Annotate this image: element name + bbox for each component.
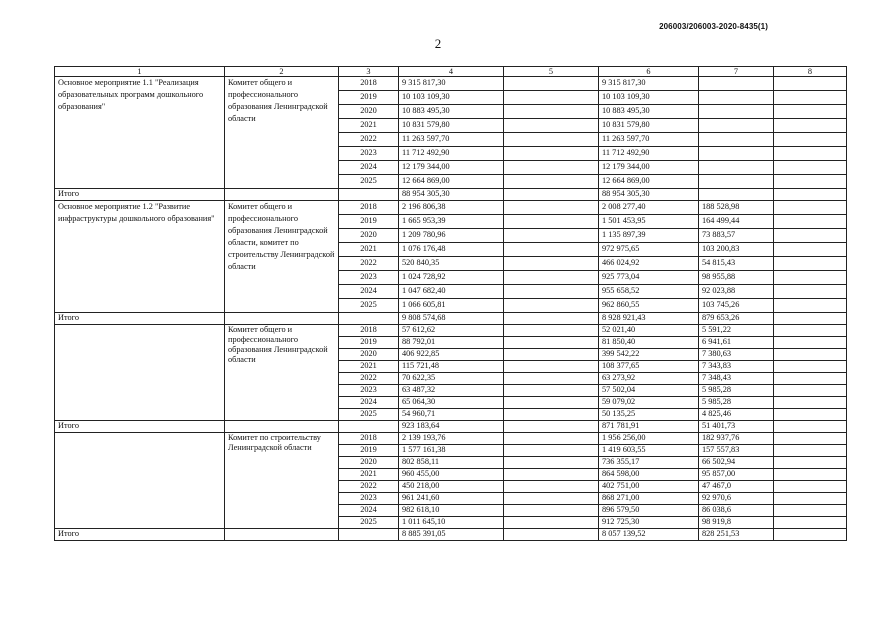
total-amount-cell: 88 954 305,30 bbox=[599, 189, 699, 201]
amount-regional-cell: 912 725,30 bbox=[599, 517, 699, 529]
amount-total-cell: 961 241,60 bbox=[399, 493, 504, 505]
amount-total-cell: 115 721,48 bbox=[399, 361, 504, 373]
amount-local-cell bbox=[699, 119, 774, 133]
year-cell: 2018 bbox=[339, 201, 399, 215]
total-amount-cell: 871 781,91 bbox=[599, 421, 699, 433]
amount-federal-cell bbox=[504, 257, 599, 271]
table-row bbox=[55, 77, 847, 91]
amount-regional-cell: 399 542,22 bbox=[599, 349, 699, 361]
empty-cell bbox=[339, 421, 399, 433]
measure-cell bbox=[55, 433, 225, 529]
year-cell: 2024 bbox=[339, 285, 399, 299]
document-id: 206003/206003-2020-8435(1) bbox=[659, 22, 768, 31]
amount-local-cell: 7 380,63 bbox=[699, 349, 774, 361]
amount-other-cell bbox=[774, 229, 847, 243]
amount-total-cell: 2 196 806,38 bbox=[399, 201, 504, 215]
amount-local-cell: 5 985,28 bbox=[699, 385, 774, 397]
year-cell: 2023 bbox=[339, 385, 399, 397]
total-label: Итого bbox=[55, 189, 225, 201]
amount-federal-cell bbox=[504, 433, 599, 445]
year-cell: 2019 bbox=[339, 445, 399, 457]
amount-local-cell: 7 343,83 bbox=[699, 361, 774, 373]
amount-local-cell: 5 591,22 bbox=[699, 325, 774, 337]
total-amount-cell: 8 885 391,05 bbox=[399, 529, 504, 541]
amount-total-cell: 12 179 344,00 bbox=[399, 161, 504, 175]
amount-regional-cell: 955 658,52 bbox=[599, 285, 699, 299]
table-body bbox=[55, 67, 847, 541]
year-cell: 2022 bbox=[339, 481, 399, 493]
total-row bbox=[55, 189, 847, 201]
amount-total-cell: 2 139 193,76 bbox=[399, 433, 504, 445]
amount-federal-cell bbox=[504, 409, 599, 421]
year-cell: 2020 bbox=[339, 457, 399, 469]
amount-other-cell bbox=[774, 161, 847, 175]
amount-regional-cell: 81 850,40 bbox=[599, 337, 699, 349]
year-cell: 2021 bbox=[339, 361, 399, 373]
column-header: 1 bbox=[55, 67, 225, 77]
amount-local-cell: 103 200,83 bbox=[699, 243, 774, 257]
total-amount-cell: 9 808 574,68 bbox=[399, 313, 504, 325]
measure-cell bbox=[55, 325, 225, 421]
column-header: 6 bbox=[599, 67, 699, 77]
amount-regional-cell: 864 598,00 bbox=[599, 469, 699, 481]
empty-cell bbox=[225, 421, 339, 433]
amount-total-cell: 406 922,85 bbox=[399, 349, 504, 361]
executor-cell: Комитет общего и профессионального образования Ленинградской области bbox=[225, 77, 339, 189]
amount-other-cell bbox=[774, 91, 847, 105]
amount-federal-cell bbox=[504, 493, 599, 505]
table-row bbox=[55, 325, 847, 337]
year-cell: 2025 bbox=[339, 517, 399, 529]
year-cell: 2019 bbox=[339, 91, 399, 105]
amount-regional-cell: 10 831 579,80 bbox=[599, 119, 699, 133]
year-cell: 2018 bbox=[339, 325, 399, 337]
amount-other-cell bbox=[774, 105, 847, 119]
amount-regional-cell: 108 377,65 bbox=[599, 361, 699, 373]
amount-total-cell: 1 024 728,92 bbox=[399, 271, 504, 285]
amount-total-cell: 1 011 645,10 bbox=[399, 517, 504, 529]
executor-cell: Комитет по строительству Ленинградской области bbox=[225, 433, 339, 529]
total-amount-cell: 88 954 305,30 bbox=[399, 189, 504, 201]
column-header: 5 bbox=[504, 67, 599, 77]
empty-cell bbox=[225, 189, 339, 201]
total-amount-cell: 923 183,64 bbox=[399, 421, 504, 433]
column-header: 7 bbox=[699, 67, 774, 77]
amount-regional-cell: 12 664 869,00 bbox=[599, 175, 699, 189]
amount-regional-cell: 896 579,50 bbox=[599, 505, 699, 517]
total-label: Итого bbox=[55, 529, 225, 541]
year-cell: 2022 bbox=[339, 373, 399, 385]
amount-regional-cell: 868 271,00 bbox=[599, 493, 699, 505]
amount-total-cell: 88 792,01 bbox=[399, 337, 504, 349]
amount-local-cell bbox=[699, 133, 774, 147]
amount-federal-cell bbox=[504, 229, 599, 243]
amount-regional-cell: 59 079,02 bbox=[599, 397, 699, 409]
amount-federal-cell bbox=[504, 349, 599, 361]
amount-regional-cell: 925 773,04 bbox=[599, 271, 699, 285]
year-cell: 2018 bbox=[339, 433, 399, 445]
amount-regional-cell: 1 419 603,55 bbox=[599, 445, 699, 457]
amount-federal-cell bbox=[504, 481, 599, 493]
amount-federal-cell bbox=[504, 105, 599, 119]
column-header: 3 bbox=[339, 67, 399, 77]
year-cell: 2024 bbox=[339, 505, 399, 517]
amount-other-cell bbox=[774, 385, 847, 397]
amount-total-cell: 802 858,11 bbox=[399, 457, 504, 469]
amount-other-cell bbox=[774, 285, 847, 299]
amount-federal-cell bbox=[504, 243, 599, 257]
amount-federal-cell bbox=[504, 91, 599, 105]
year-cell: 2019 bbox=[339, 337, 399, 349]
amount-total-cell: 1 209 780,96 bbox=[399, 229, 504, 243]
amount-local-cell: 92 970,6 bbox=[699, 493, 774, 505]
amount-regional-cell: 10 103 109,30 bbox=[599, 91, 699, 105]
total-amount-cell: 51 401,73 bbox=[699, 421, 774, 433]
column-header: 2 bbox=[225, 67, 339, 77]
amount-local-cell: 4 825,46 bbox=[699, 409, 774, 421]
amount-regional-cell: 1 135 897,39 bbox=[599, 229, 699, 243]
amount-total-cell: 11 712 492,90 bbox=[399, 147, 504, 161]
amount-other-cell bbox=[774, 433, 847, 445]
measure-cell: Основное мероприятие 1.1 "Реализация образовательных программ дошкольного образования" bbox=[55, 77, 225, 189]
amount-other-cell bbox=[774, 215, 847, 229]
amount-local-cell: 73 883,57 bbox=[699, 229, 774, 243]
amount-federal-cell bbox=[504, 337, 599, 349]
total-amount-cell bbox=[774, 189, 847, 201]
year-cell: 2020 bbox=[339, 349, 399, 361]
year-cell: 2019 bbox=[339, 215, 399, 229]
amount-local-cell: 66 502,94 bbox=[699, 457, 774, 469]
amount-total-cell: 10 103 109,30 bbox=[399, 91, 504, 105]
amount-federal-cell bbox=[504, 469, 599, 481]
amount-federal-cell bbox=[504, 361, 599, 373]
amount-other-cell bbox=[774, 257, 847, 271]
amount-regional-cell: 962 860,55 bbox=[599, 299, 699, 313]
amount-total-cell: 11 263 597,70 bbox=[399, 133, 504, 147]
total-amount-cell: 8 928 921,43 bbox=[599, 313, 699, 325]
year-cell: 2021 bbox=[339, 119, 399, 133]
amount-federal-cell bbox=[504, 175, 599, 189]
amount-federal-cell bbox=[504, 299, 599, 313]
year-cell: 2021 bbox=[339, 469, 399, 481]
amount-other-cell bbox=[774, 325, 847, 337]
amount-regional-cell: 736 355,17 bbox=[599, 457, 699, 469]
empty-cell bbox=[339, 189, 399, 201]
amount-regional-cell: 1 956 256,00 bbox=[599, 433, 699, 445]
amount-other-cell bbox=[774, 133, 847, 147]
year-cell: 2020 bbox=[339, 105, 399, 119]
amount-total-cell: 1 047 682,40 bbox=[399, 285, 504, 299]
amount-other-cell bbox=[774, 517, 847, 529]
amount-total-cell: 520 840,35 bbox=[399, 257, 504, 271]
total-amount-cell bbox=[504, 189, 599, 201]
amount-federal-cell bbox=[504, 133, 599, 147]
amount-other-cell bbox=[774, 481, 847, 493]
amount-total-cell: 10 831 579,80 bbox=[399, 119, 504, 133]
table-row bbox=[55, 201, 847, 215]
amount-other-cell bbox=[774, 469, 847, 481]
column-header: 8 bbox=[774, 67, 847, 77]
amount-federal-cell bbox=[504, 325, 599, 337]
total-amount-cell bbox=[504, 313, 599, 325]
total-label: Итого bbox=[55, 313, 225, 325]
amount-regional-cell: 63 273,92 bbox=[599, 373, 699, 385]
amount-other-cell bbox=[774, 409, 847, 421]
amount-other-cell bbox=[774, 493, 847, 505]
amount-federal-cell bbox=[504, 147, 599, 161]
amount-federal-cell bbox=[504, 201, 599, 215]
amount-local-cell: 7 348,43 bbox=[699, 373, 774, 385]
amount-local-cell bbox=[699, 77, 774, 91]
amount-other-cell bbox=[774, 175, 847, 189]
year-cell: 2022 bbox=[339, 257, 399, 271]
amount-other-cell bbox=[774, 505, 847, 517]
executor-cell: Комитет общего и профессионального образования Ленинградской области bbox=[225, 325, 339, 421]
year-cell: 2022 bbox=[339, 133, 399, 147]
total-amount-cell bbox=[504, 421, 599, 433]
amount-other-cell bbox=[774, 373, 847, 385]
amount-federal-cell bbox=[504, 271, 599, 285]
amount-federal-cell bbox=[504, 161, 599, 175]
amount-local-cell bbox=[699, 161, 774, 175]
amount-local-cell bbox=[699, 175, 774, 189]
amount-local-cell: 164 499,44 bbox=[699, 215, 774, 229]
executor-cell: Комитет общего и профессионального образования Ленинградской области, комитет по строительству Ленинградской области bbox=[225, 201, 339, 313]
empty-cell bbox=[339, 313, 399, 325]
amount-total-cell: 10 883 495,30 bbox=[399, 105, 504, 119]
amount-local-cell: 54 815,43 bbox=[699, 257, 774, 271]
amount-local-cell bbox=[699, 147, 774, 161]
amount-total-cell: 1 665 953,39 bbox=[399, 215, 504, 229]
year-cell: 2018 bbox=[339, 77, 399, 91]
amount-other-cell bbox=[774, 337, 847, 349]
amount-federal-cell bbox=[504, 215, 599, 229]
amount-local-cell: 86 038,6 bbox=[699, 505, 774, 517]
amount-local-cell: 157 557,83 bbox=[699, 445, 774, 457]
total-amount-cell bbox=[504, 529, 599, 541]
total-amount-cell bbox=[774, 421, 847, 433]
year-cell: 2025 bbox=[339, 409, 399, 421]
empty-cell bbox=[225, 529, 339, 541]
total-amount-cell: 828 251,53 bbox=[699, 529, 774, 541]
amount-total-cell: 982 618,10 bbox=[399, 505, 504, 517]
amount-local-cell: 188 528,98 bbox=[699, 201, 774, 215]
amount-total-cell: 65 064,30 bbox=[399, 397, 504, 409]
amount-total-cell: 12 664 869,00 bbox=[399, 175, 504, 189]
amount-federal-cell bbox=[504, 385, 599, 397]
amount-total-cell: 54 960,71 bbox=[399, 409, 504, 421]
amount-total-cell: 1 076 176,48 bbox=[399, 243, 504, 257]
amount-other-cell bbox=[774, 77, 847, 91]
year-cell: 2025 bbox=[339, 175, 399, 189]
amount-regional-cell: 2 008 277,40 bbox=[599, 201, 699, 215]
column-header: 4 bbox=[399, 67, 504, 77]
year-cell: 2021 bbox=[339, 243, 399, 257]
year-cell: 2023 bbox=[339, 271, 399, 285]
amount-total-cell: 1 577 161,38 bbox=[399, 445, 504, 457]
column-number-row bbox=[55, 67, 847, 77]
amount-other-cell bbox=[774, 243, 847, 257]
amount-total-cell: 450 218,00 bbox=[399, 481, 504, 493]
total-row bbox=[55, 313, 847, 325]
amount-regional-cell: 12 179 344,00 bbox=[599, 161, 699, 175]
amount-other-cell bbox=[774, 147, 847, 161]
amount-regional-cell: 1 501 453,95 bbox=[599, 215, 699, 229]
amount-regional-cell: 50 135,25 bbox=[599, 409, 699, 421]
amount-local-cell: 6 941,61 bbox=[699, 337, 774, 349]
amount-federal-cell bbox=[504, 77, 599, 91]
amount-regional-cell: 10 883 495,30 bbox=[599, 105, 699, 119]
amount-regional-cell: 972 975,65 bbox=[599, 243, 699, 257]
amount-other-cell bbox=[774, 271, 847, 285]
amount-local-cell bbox=[699, 91, 774, 105]
year-cell: 2025 bbox=[339, 299, 399, 313]
amount-local-cell: 98 919,8 bbox=[699, 517, 774, 529]
year-cell: 2024 bbox=[339, 161, 399, 175]
total-amount-cell: 879 653,26 bbox=[699, 313, 774, 325]
amount-federal-cell bbox=[504, 505, 599, 517]
total-amount-cell bbox=[774, 313, 847, 325]
year-cell: 2023 bbox=[339, 493, 399, 505]
amount-federal-cell bbox=[504, 285, 599, 299]
total-label: Итого bbox=[55, 421, 225, 433]
amount-local-cell: 98 955,88 bbox=[699, 271, 774, 285]
amount-federal-cell bbox=[504, 457, 599, 469]
total-row bbox=[55, 529, 847, 541]
amount-regional-cell: 466 024,92 bbox=[599, 257, 699, 271]
total-row bbox=[55, 421, 847, 433]
year-cell: 2024 bbox=[339, 397, 399, 409]
year-cell: 2020 bbox=[339, 229, 399, 243]
amount-local-cell: 95 857,00 bbox=[699, 469, 774, 481]
amount-regional-cell: 52 021,40 bbox=[599, 325, 699, 337]
amount-local-cell: 103 745,26 bbox=[699, 299, 774, 313]
amount-local-cell: 5 985,28 bbox=[699, 397, 774, 409]
amount-other-cell bbox=[774, 119, 847, 133]
amount-regional-cell: 11 263 597,70 bbox=[599, 133, 699, 147]
amount-regional-cell: 402 751,00 bbox=[599, 481, 699, 493]
amount-federal-cell bbox=[504, 397, 599, 409]
amount-other-cell bbox=[774, 361, 847, 373]
amount-federal-cell bbox=[504, 119, 599, 133]
page-number: 2 bbox=[434, 36, 442, 51]
empty-cell bbox=[225, 313, 339, 325]
amount-local-cell: 182 937,76 bbox=[699, 433, 774, 445]
total-amount-cell bbox=[774, 529, 847, 541]
table-row bbox=[55, 433, 847, 445]
total-amount-cell: 8 057 139,52 bbox=[599, 529, 699, 541]
amount-local-cell bbox=[699, 105, 774, 119]
amount-federal-cell bbox=[504, 373, 599, 385]
total-amount-cell bbox=[699, 189, 774, 201]
amount-other-cell bbox=[774, 201, 847, 215]
amount-local-cell: 47 467,0 bbox=[699, 481, 774, 493]
amount-regional-cell: 57 502,04 bbox=[599, 385, 699, 397]
empty-cell bbox=[339, 529, 399, 541]
amount-total-cell: 57 612,62 bbox=[399, 325, 504, 337]
amount-total-cell: 1 066 605,81 bbox=[399, 299, 504, 313]
funding-table bbox=[54, 66, 847, 541]
amount-federal-cell bbox=[504, 517, 599, 529]
amount-federal-cell bbox=[504, 445, 599, 457]
amount-other-cell bbox=[774, 349, 847, 361]
year-cell: 2023 bbox=[339, 147, 399, 161]
amount-other-cell bbox=[774, 397, 847, 409]
measure-cell: Основное мероприятие 1.2 "Развитие инфраструктуры дошкольного образования" bbox=[55, 201, 225, 313]
amount-total-cell: 960 455,00 bbox=[399, 469, 504, 481]
amount-other-cell bbox=[774, 299, 847, 313]
amount-other-cell bbox=[774, 457, 847, 469]
amount-total-cell: 70 622,35 bbox=[399, 373, 504, 385]
amount-regional-cell: 9 315 817,30 bbox=[599, 77, 699, 91]
amount-total-cell: 63 487,32 bbox=[399, 385, 504, 397]
amount-local-cell: 92 023,88 bbox=[699, 285, 774, 299]
amount-other-cell bbox=[774, 445, 847, 457]
amount-regional-cell: 11 712 492,90 bbox=[599, 147, 699, 161]
amount-total-cell: 9 315 817,30 bbox=[399, 77, 504, 91]
